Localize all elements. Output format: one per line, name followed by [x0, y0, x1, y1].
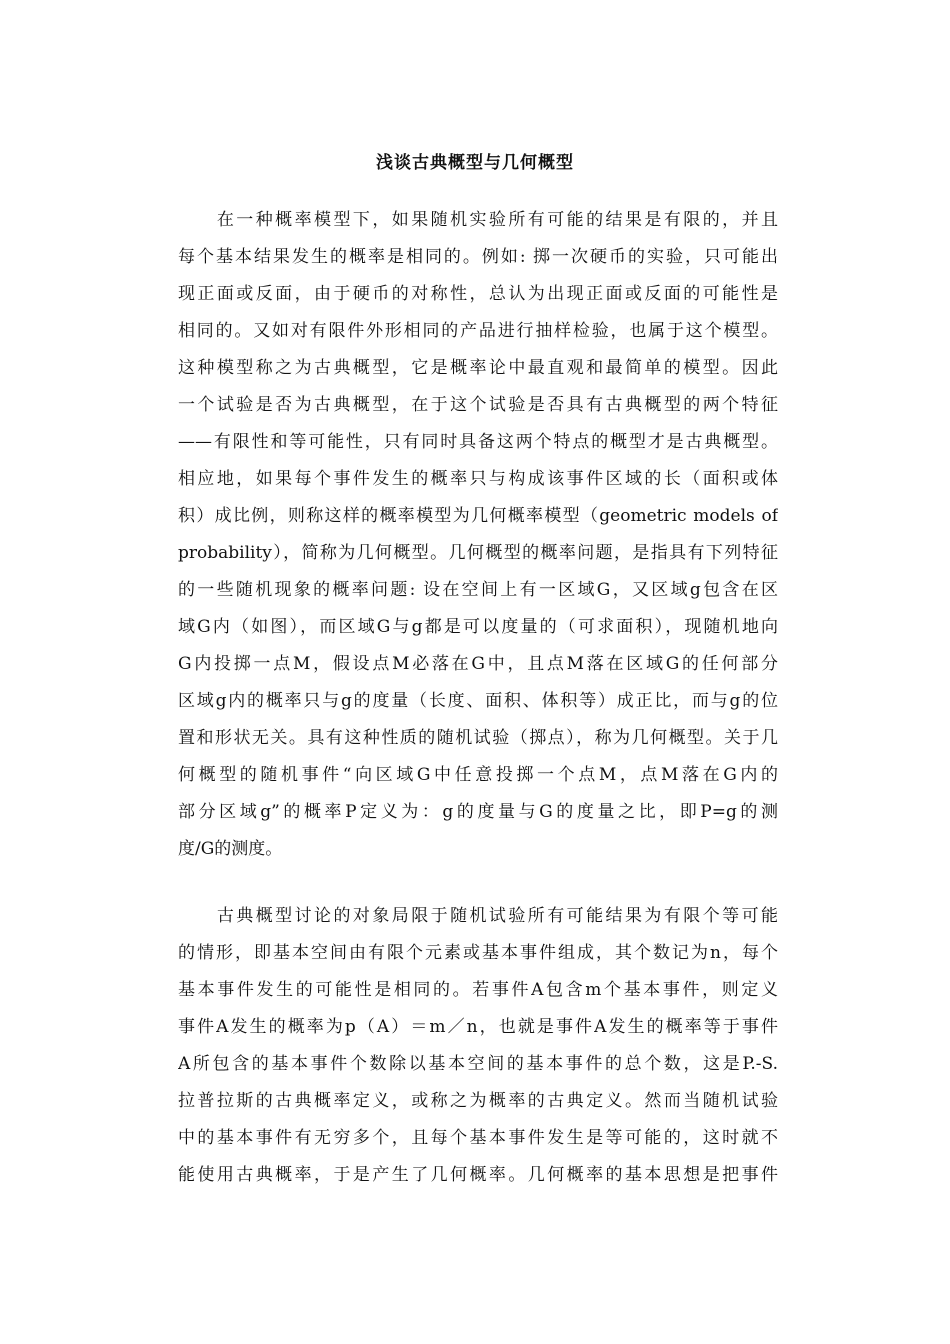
text-line: 置和形状无关。具有这种性质的随机试验（掷点），称为几何概型。关于几 — [178, 728, 778, 748]
paragraph-2 — [178, 898, 778, 1194]
text-line: 一个试验是否为古典概型，在于这个试验是否具有古典概型的两个特征 — [178, 395, 778, 415]
text-line: 拉普拉斯的古典概率定义，或称之为概率的古典定义。然而当随机试验 — [178, 1091, 778, 1111]
text-line: 的一些随机现象的概率问题: 设在空间上有一区域G，又区域g包含在区 — [178, 580, 778, 600]
text-line: 事件A发生的概率为p（A）＝m／n，也就是事件A发生的概率等于事件 — [178, 1017, 778, 1037]
text-line: 域G内（如图），而区域G与g都是可以度量的（可求面积），现随机地向 — [178, 617, 778, 637]
text-line: G内投掷一点M，假设点M必落在G中，且点M落在区域G的任何部分 — [178, 654, 778, 674]
text-line: 积）成比例，则称这样的概率模型为几何概率模型（geometric models of — [178, 506, 778, 526]
text-line: 度/G的测度。 — [178, 839, 283, 859]
text-line: 的情形，即基本空间由有限个元素或基本事件组成，其个数记为n，每个 — [178, 943, 778, 963]
text-line: 在一种概率模型下，如果随机实验所有可能的结果是有限的，并且 — [178, 210, 778, 230]
text-line: 基本事件发生的可能性是相同的。若事件A包含m个基本事件，则定义 — [178, 980, 778, 1000]
text-line: 相应地，如果每个事件发生的概率只与构成该事件区域的长（面积或体 — [178, 469, 778, 489]
text-line: 相同的。又如对有限件外形相同的产品进行抽样检验，也属于这个模型。 — [178, 321, 778, 341]
text-line: 部分区域g”的概率P定义为：g的度量与G的度量之比，即P=g的测 — [178, 802, 778, 822]
text-line: 现正面或反面，由于硬币的对称性，总认为出现正面或反面的可能性是 — [178, 284, 778, 304]
text-line: 古典概型讨论的对象局限于随机试验所有可能结果为有限个等可能 — [178, 906, 778, 926]
paragraph-1 — [178, 202, 778, 868]
text-line: 区域g内的概率只与g的度量（长度、面积、体积等）成正比，而与g的位 — [178, 691, 778, 711]
text-line: ——有限性和等可能性，只有同时具备这两个特点的概型才是古典概型。 — [178, 432, 778, 452]
text-line: 中的基本事件有无穷多个，且每个基本事件发生是等可能的，这时就不 — [178, 1128, 778, 1148]
text-line: 何概型的随机事件“向区域G中任意投掷一个点M，点M落在G内的 — [178, 765, 778, 785]
text-line: A所包含的基本事件个数除以基本空间的基本事件的总个数，这是P.-S. — [178, 1054, 778, 1074]
text-line: 这种模型称之为古典概型，它是概率论中最直观和最简单的模型。因此 — [178, 358, 778, 378]
text-line: probability），简称为几何概型。几何概型的概率问题，是指具有下列特征 — [178, 543, 778, 563]
text-line: 能使用古典概率，于是产生了几何概率。几何概率的基本思想是把事件 — [178, 1165, 778, 1185]
document-title: 浅谈古典概型与几何概型 — [376, 153, 574, 173]
text-line: 每个基本结果发生的概率是相同的。例如: 掷一次硬币的实验，只可能出 — [178, 247, 778, 267]
